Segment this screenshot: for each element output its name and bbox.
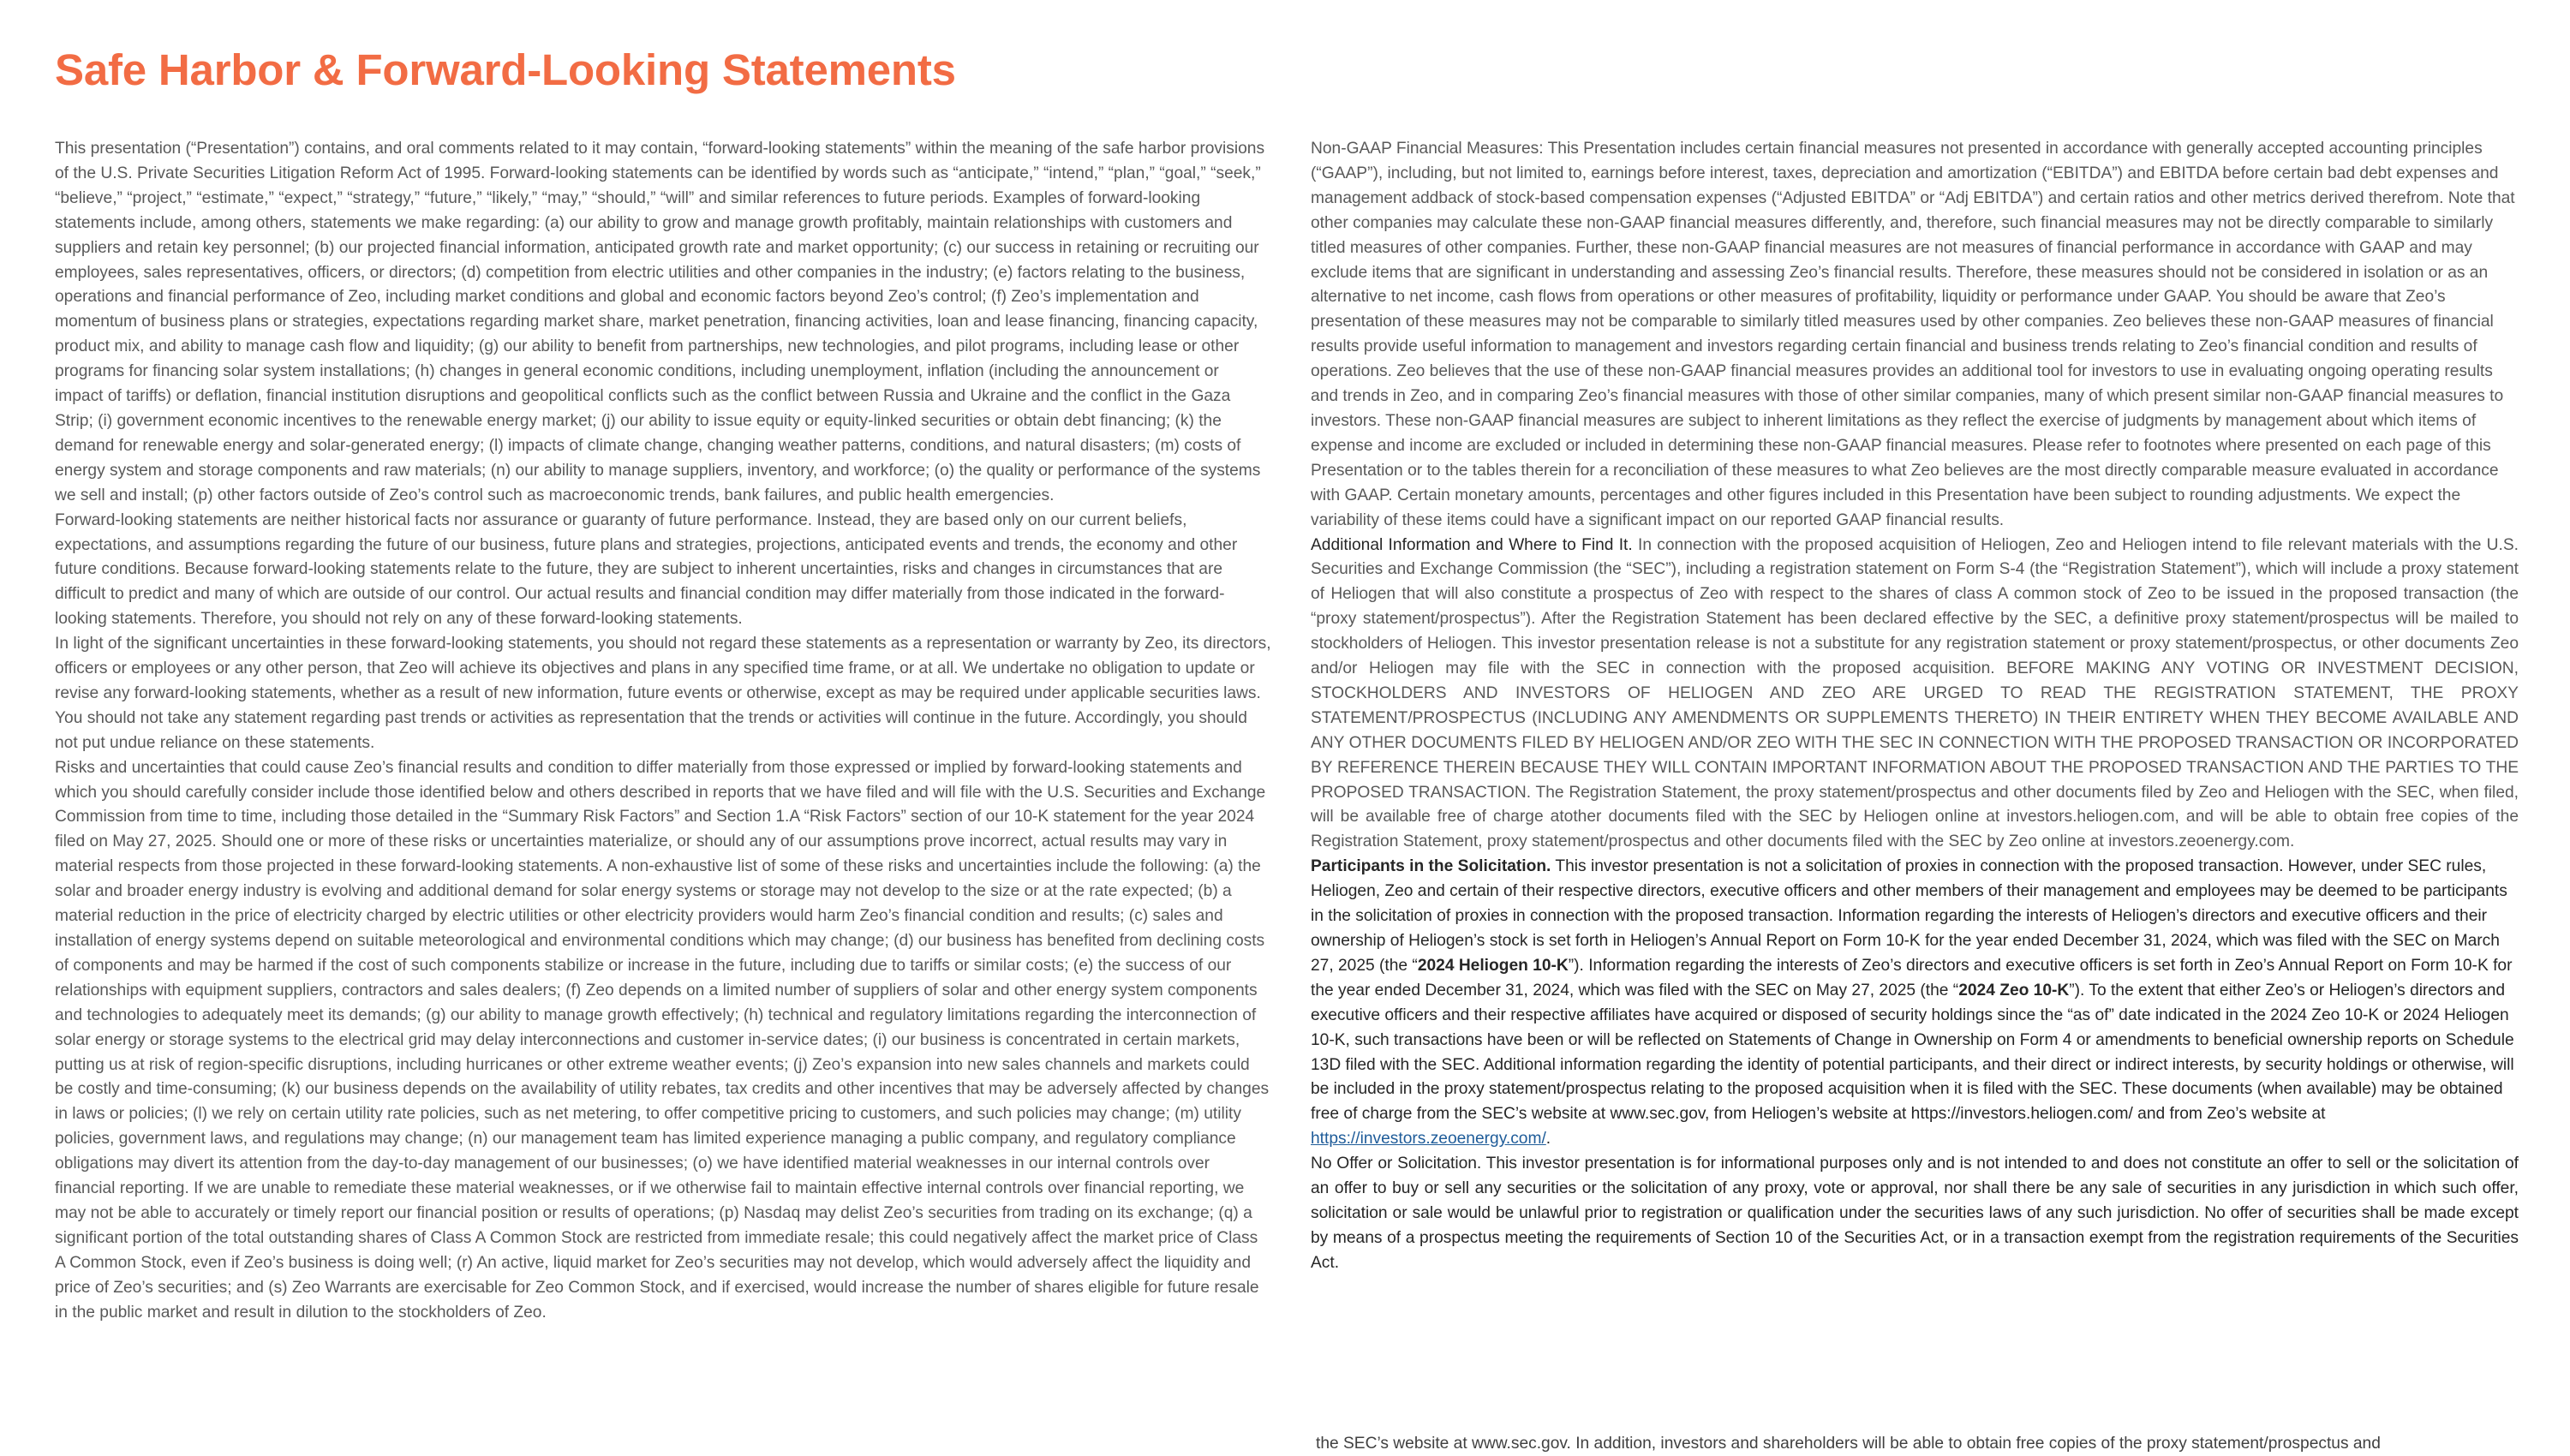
- participants-paragraph: [1311, 855, 2519, 1152]
- participants-body-3: ”). To the extent that either Zeo’s or Heliogen’s directors and executive officers and their respective affiliates have acquired or disposed of security holdings since the “as of” date indicated in the 2024 Zeo 10-K or 2024 Heliogen 10-K, such transactions have been or will be reflected on Statements of Change in Ownership on Form 4 or amendments to beneficial ownership reports on Schedule 13D filed with the SEC. Additional information regarding the identity of potential participants, and their direct or indirect interests, by security holdings or otherwise, will be included in the proxy statement/prospectus relating to the proposed acquisition when it is filed with the SEC. These documents (when available) may be obtained free of charge from the SEC’s website at www.sec.gov, from Heliogen’s website at https://investors.heliogen.com/ and from Zeo’s website at: [1311, 981, 2514, 1124]
- right-column: [1311, 137, 2519, 1276]
- heliogen-10k-label: 2024 Heliogen 10-K: [1417, 956, 1569, 975]
- additional-information-heading: Additional Information and Where to Find It.: [1311, 535, 1633, 554]
- participants-heading: Participants in the Solicitation.: [1311, 857, 1551, 876]
- zeo-investors-link[interactable]: https://investors.zeoenergy.com/: [1311, 1130, 1546, 1149]
- page-title: Safe Harbor & Forward-Looking Statements: [55, 45, 956, 94]
- risk-factors-paragraph: Risks and uncertainties that could cause Zeo’s financial results and condition to differ materially from those expressed or implied by forward-looking statements and which you should carefully consider include those identified below and others described in reports that we have filed and will file with the U.S. Securities and Exchange Commission from time to time, including those detailed in the “Summary Risk Factors” and Section 1.A “Risk Factors” section of our 10-K statement for the year 2024 filed on May 27, 2025. Should one or more of these risks or uncertainties materialize, or should any of our assumptions prove incorrect, actual results may vary in material respects from those projected in these forward-looking statements. A non-exhaustive list of some of these risks and uncertainties include the following: (a) the solar and broader energy industry is evolving and additional demand for solar energy systems or storage may not develop to the size or at the rate expected; (b) a material reduction in the price of electricity charged by electric utilities or other electricity providers would harm Zeo’s financial condition and results; (c) sales and installation of energy systems depend on suitable meteorological and environmental conditions which may change; (d) our business has benefited from declining costs of components and may be harmed if the cost of such components stabilize or increase in the future, including due to tariffs or similar costs; (e) the success of our relationships with equipment suppliers, contractors and sales dealers; (f) Zeo depends on a limited number of suppliers of solar and other energy system components and technologies to adequately meet its demands; (g) our ability to manage growth effectively; (h) technical and regulatory limitations regarding the interconnection of solar energy or storage systems to the electrical grid may delay interconnections and customer in-service dates; (i) our business is concentrated in certain markets, putting us at risk of region-specific disruptions, including hurricanes or other extreme weather events; (j) Zeo’s expansion into new sales channels and markets could be costly and time-consuming; (k) our business depends on the availability of utility rebates, tax credits and other incentives that may be adversely affected by changes in laws or policies; (l) we rely on certain utility rate policies, such as net metering, to offer competitive pricing to customers, and such policies may change; (m) utility policies, government laws, and regulations may change; (n) our management team has limited experience managing a public company, and regulatory compliance obligations may divert its attention from the day-to-day management of our businesses; (o) we have identified material weaknesses in our internal controls over financial reporting. If we are unable to remediate these material weaknesses, or if we otherwise fail to maintain effective internal controls over financial reporting, we may not be able to accurately or timely report our financial position or results of operations; (p) Nasdaq may delist Zeo’s securities from trading on its exchange; (q) a significant portion of the total outstanding shares of Class A Common Stock are restricted from immediate resale; this could negatively affect the market price of Class A Common Stock, even if Zeo’s business is doing well; (r) An active, liquid market for Zeo’s securities may not develop, which would adversely affect the liquidity and price of Zeo’s securities; and (s) Zeo Warrants are exercisable for Zeo Common Stock, and if exercised, would increase the number of shares eligible for future resale in the public market and result in dilution to the stockholders of Zeo.: [55, 758, 1270, 1322]
- zeo-10k-label: 2024 Zeo 10-K: [1958, 981, 2070, 1000]
- participants-body-1: This investor presentation is not a solicitation of proxies in connection with the proposed transaction. However, under SEC rules, Heliogen, Zeo and certain of their respective directors, executive officers and other members of their management and employees may be deemed to be participants in the solicitation of proxies in connection with the proposed transaction. Information regarding the interests of Heliogen’s directors and executive officers and their ownership of Heliogen’s stock is set forth in Heliogen’s Annual Report on Form 10-K for the year ended December 31, 2024, which was filed with the SEC on March 27, 2025 (the “: [1311, 857, 2507, 975]
- participants-end: .: [1545, 1130, 1551, 1149]
- forward-looking-paragraph: This presentation (“Presentation”) contains, and oral comments related to it may contain, “forward-looking statements” within the meaning of the safe harbor provisions of the U.S. Private Securities Litigation Reform Act of 1995. Forward-looking statements can be identified by words such as “anticipate,” “intend,” “plan,” “goal,” “seek,” “believe,” “project,” “estimate,” “expect,” “strategy,” “future,” “likely,” “may,” “should,” “will” and similar references to future periods. Examples of forward-looking statements include, among others, statements we make regarding: (a) our ability to grow and manage growth profitably, maintain relationships with customers and suppliers and retain key personnel; (b) our projected financial information, anticipated growth rate and market opportunity; (c) our success in retaining or recruiting our employees, sales representatives, officers, or directors; (d) competition from electric utilities and other companies in the industry; (e) factors relating to the business, operations and financial performance of Zeo, including market conditions and global and economic factors beyond Zeo’s control; (f) Zeo’s implementation and momentum of business plans or strategies, expectations regarding market share, market penetration, financing activities, loan and lease financing, financing capacity, product mix, and ability to manage cash flow and liquidity; (g) our ability to benefit from partnerships, new technologies, and pilot programs, including lease or other programs for financing solar system installations; (h) changes in general economic conditions, including unemployment, inflation (including the announcement or impact of tariffs) or deflation, financial institution disruptions and geopolitical conflicts such as the conflict between Russia and Ukraine and the conflict in the Gaza Strip; (i) government economic incentives to the renewable energy market; (j) our ability to issue equity or equity-linked securities or obtain debt financing; (k) the demand for renewable energy and solar-generated energy; (l) impacts of climate change, changing weather patterns, conditions, and natural disasters; (m) costs of energy system and storage components and raw materials; (n) our ability to manage suppliers, inventory, and workforce; (o) the quality or performance of the systems we sell and install; (p) other factors outside of Zeo’s control such as macroeconomic trends, bank failures, and public health emergencies.: [55, 140, 1265, 504]
- participants-body-2: ”). Information regarding the interests of Zeo’s directors and executive officers is set forth in Zeo’s Annual Report on Form 10-K for the year ended December 31, 2024, which was filed with the SEC on May 27, 2025 (the “: [1311, 956, 2513, 1000]
- additional-information-body: In connection with the proposed acquisition of Heliogen, Zeo and Heliogen intend to file relevant materials with the U.S. Securities and Exchange Commission (the “SEC”), including a registration statement on Form S-4 (the “Registration Statement”), which will include a proxy statement of Heliogen that will also constitute a prospectus of Zeo with respect to the shares of class A common stock of Zeo to be issued in the proposed transaction (the “proxy statement/prospectus”). After the Registration Statement has been declared effective by the SEC, a definitive proxy statement/prospectus will be mailed to stockholders of Heliogen. This investor presentation release is not a substitute for any registration statement or proxy statement/prospectus, or other documents Zeo and/or Heliogen may file with the SEC in connection with the proposed acquisition. BEFORE MAKING ANY VOTING OR INVESTMENT DECISION, STOCKHOLDERS AND INVESTORS OF HELIOGEN AND ZEO ARE URGED TO READ THE REGISTRATION STATEMENT, THE PROXY STATEMENT/PROSPECTUS (INCLUDING ANY AMENDMENTS OR SUPPLEMENTS THERETO) IN THEIR ENTIRETY WHEN THEY BECOME AVAILABLE AND ANY OTHER DOCUMENTS FILED BY HELIOGEN AND/OR ZEO WITH THE SEC IN CONNECTION WITH THE PROPOSED TRANSACTION OR INCORPORATED BY REFERENCE THEREIN BECAUSE THEY WILL CONTAIN IMPORTANT INFORMATION ABOUT THE PROPOSED TRANSACTION AND THE PARTIES TO THE PROPOSED TRANSACTION. The Registration Statement, the proxy statement/prospectus and other documents filed by Zeo and Heliogen with the SEC, when filed, will be available free of charge atother documents filed with the SEC by Heliogen online at investors.heliogen.com, and will be able to obtain free copies of the Registration Statement, proxy statement/prospectus and other documents filed with the SEC by Zeo online at investors.zeoenergy.com.: [1311, 535, 2519, 851]
- overflow-text-line: the SEC’s website at www.sec.gov. In addition, investors and shareholders will be able to obtain free copies of the proxy statement/prospectus and: [1316, 1435, 2381, 1453]
- uncertainties-paragraph: In light of the significant uncertainties in these forward-looking statements, you should not regard these statements as a representation or warranty by Zeo, its directors, officers or employees or any other person, that Zeo will achieve its objectives and plans in any specified time frame, or at all. We undertake no obligation to update or revise any forward-looking statements, whether as a result of new information, future events or otherwise, except as may be required under applicable securities laws. You should not take any statement regarding past trends or activities as representation that the trends or activities will continue in the future. Accordingly, you should not put undue reliance on these statements.: [55, 635, 1271, 752]
- non-gaap-paragraph: Non-GAAP Financial Measures: This Presentation includes certain financial measures not presented in accordance with generally accepted accounting principles (“GAAP”), including, but not limited to, earnings before interest, taxes, depreciation and amortization (“EBITDA”) and EBITDA before certain bad debt expenses and management addback of stock-based compensation expenses (“Adjusted EBITDA” or “Adj EBITDA”) and certain ratios and other metrics derived therefrom. Note that other companies may calculate these non-GAAP financial measures differently, and, therefore, such financial measures may not be directly comparable to similarly titled measures of other companies. Further, these non-GAAP financial measures are not measures of financial performance in accordance with GAAP and may exclude items that are significant in understanding and assessing Zeo’s financial results. Therefore, these measures should not be considered in isolation or as an alternative to net income, cash flows from operations or other measures of profitability, liquidity or performance under GAAP. You should be aware that Zeo’s presentation of these measures may not be comparable to similarly titled measures used by other companies. Zeo believes these non-GAAP measures of financial results provide useful information to management and investors regarding certain financial and business trends relating to Zeo’s financial condition and results of operations. Zeo believes that the use of these non-GAAP financial measures provides an additional tool for investors to use in evaluating ongoing operating results and trends in Zeo, and in comparing Zeo’s financial measures with those of other similar companies, many of which present similar non-GAAP financial measures to investors. These non-GAAP financial measures are subject to inherent limitations as they reflect the exercise of judgments by management about which items of expense and income are excluded or included in determining these non-GAAP financial measures. Please refer to footnotes where presented on each page of this Presentation or to the tables therein for a reconciliation of these measures to what Zeo believes are the most directly comparable measure evaluated in accordance with GAAP. Certain monetary amounts, percentages and other figures included in this Presentation have been subject to rounding adjustments. We expect the variability of these items could have a significant impact on our reported GAAP financial results.: [1311, 140, 2515, 529]
- not-historical-facts-paragraph: Forward-looking statements are neither historical facts nor assurance or guaranty of future performance. Instead, they are based only on our current beliefs, expectations, and assumptions regarding the future of our business, future plans and strategies, projections, anticipated events and trends, the economy and other future conditions. Because forward-looking statements relate to the future, they are subject to inherent uncertainties, risks and changes in circumstances that are difficult to predict and many of which are outside of our control. Our actual results and financial condition may differ materially from those indicated in the forward-looking statements. Therefore, you should not rely on any of these forward-looking statements.: [55, 510, 1238, 629]
- no-offer-paragraph: No Offer or Solicitation. This investor presentation is for informational purposes only and is not intended to and does not constitute an offer to sell or the solicitation of an offer to buy or sell any securities or the solicitation of any proxy, vote or approval, nor shall there be any sale of securities in any jurisdiction in which such offer, solicitation or sale would be unlawful prior to registration or qualification under the securities laws of any such jurisdiction. No offer of securities shall be made except by means of a prospectus meeting the requirements of Section 10 of the Securities Act, or in a transaction exempt from the registration requirements of the Securities Act.: [1311, 1155, 2519, 1272]
- left-column: [55, 137, 1271, 1326]
- additional-information-paragraph: [1311, 534, 2519, 856]
